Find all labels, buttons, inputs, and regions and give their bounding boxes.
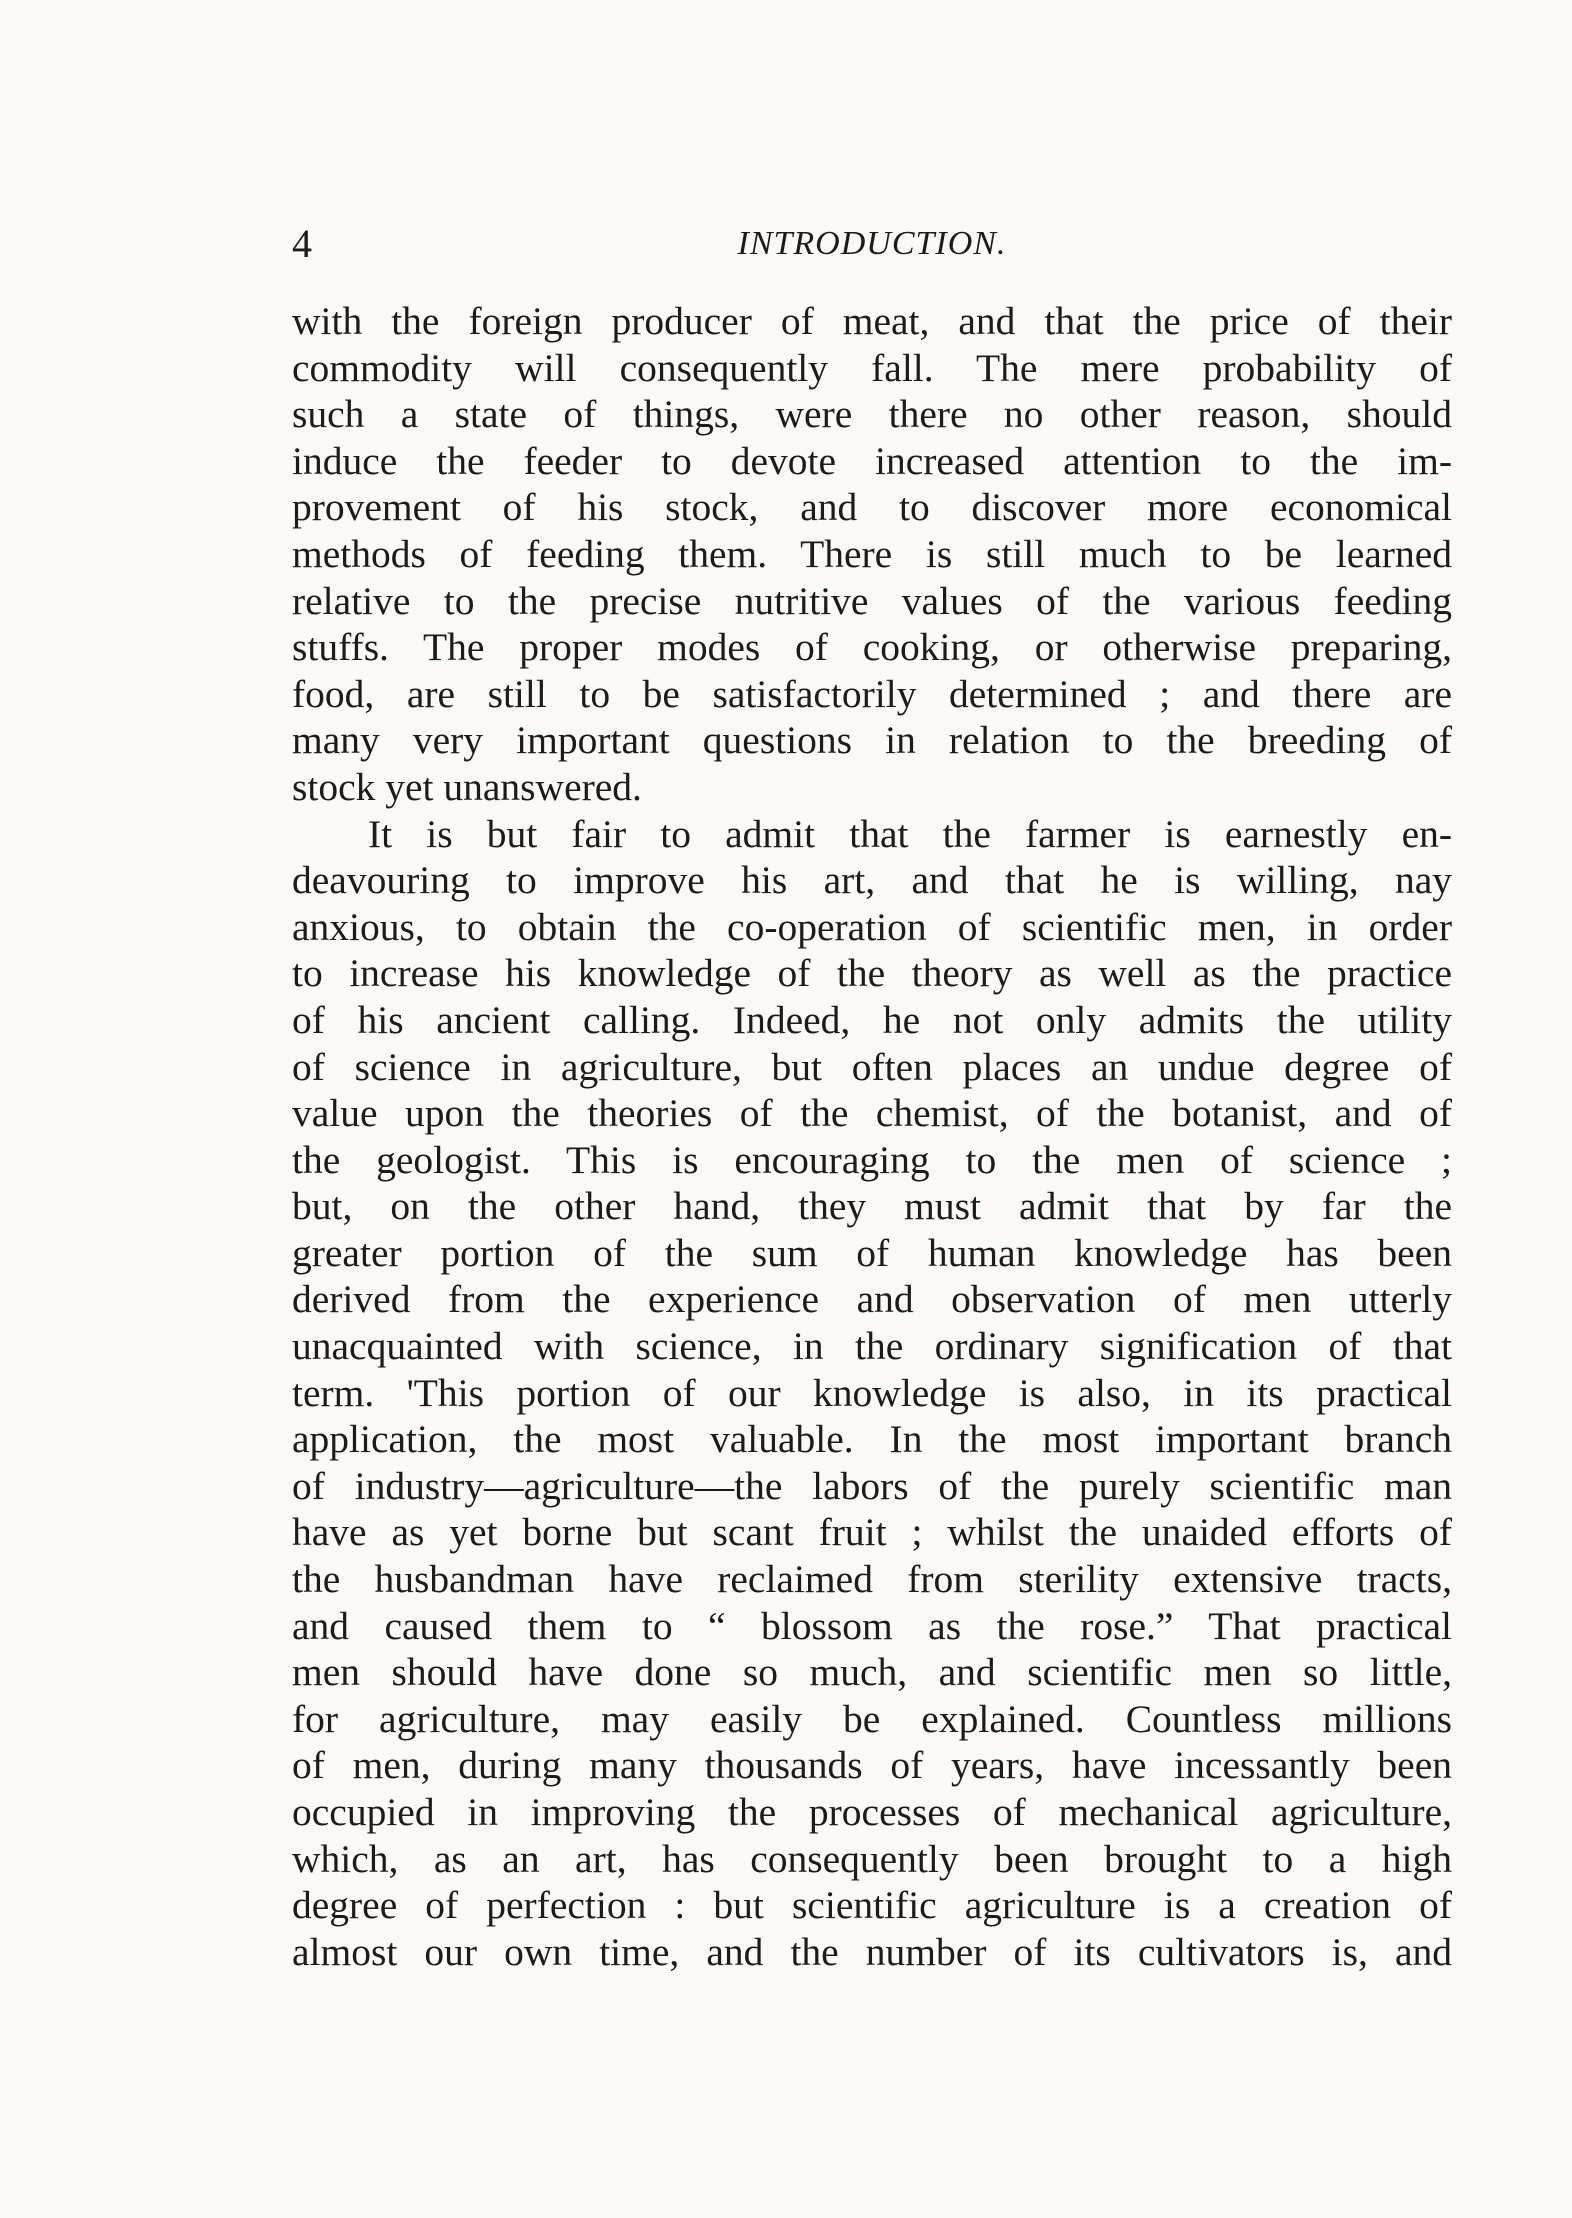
text-line: which, as an art, has consequently been brought to a high [292,1836,1452,1881]
text-line: have as yet borne but scant fruit ; whilst the unaided efforts of [292,1510,1452,1555]
text-line: of science in agriculture, but often places an undue degree of [292,1044,1452,1089]
text-line: degree of perfection : but scientific agriculture is a creation of [292,1883,1452,1928]
page-number: 4 [292,221,312,266]
text-line: commodity will consequently fall. The mere probability of [292,345,1452,390]
text-line: deavouring to improve his art, and that he is willing, nay [292,858,1452,903]
text-line: the geologist. This is encouraging to the men of science ; [292,1137,1452,1182]
text-line: and caused them to “ blossom as the rose.” That practical [292,1603,1452,1648]
text-line: food, are still to be satisfactorily determined ; and there are [292,671,1452,716]
text-line: to increase his knowledge of the theory as well as the practice [292,951,1452,996]
body-text [292,298,1452,1975]
text-line: stock yet unanswered. [292,764,642,809]
text-line: with the foreign producer of meat, and that the price of their [292,299,1452,343]
text-line: term. 'This portion of our knowledge is also, in its practical [292,1370,1452,1415]
text-line: for agriculture, may easily be explained. Countless millions [292,1696,1452,1741]
paragraph-2 [292,811,1452,1976]
paragraph-1 [292,298,1452,811]
text-line: methods of feeding them. There is still much to be learned [292,531,1452,576]
text-line: anxious, to obtain the co-operation of scientific men, in order [292,904,1452,949]
text-line: many very important questions in relation to the breeding of [292,718,1452,763]
text-line: occupied in improving the processes of mechanical agriculture, [292,1790,1452,1834]
text-line: such a state of things, were there no other reason, should [292,392,1452,437]
text-line: value upon the theories of the chemist, of the botanist, and of [292,1091,1452,1136]
page-header [292,214,1452,274]
text-line: almost our own time, and the number of its cultivators is, and [292,1929,1452,1974]
text-line: greater portion of the sum of human knowledge has been [292,1230,1452,1275]
running-head: INTRODUCTION. [737,225,1007,262]
text-line: application, the most valuable. In the most important branch [292,1417,1452,1462]
text-line: of industry—agriculture—the labors of the purely scientific man [292,1463,1452,1508]
text-line: It is but fair to admit that the farmer is earnestly en- [368,811,1452,856]
text-line: of his ancient calling. Indeed, he not only admits the utility [292,997,1452,1042]
text-line: relative to the precise nutritive values of the various feeding [292,578,1452,623]
text-line: unacquainted with science, in the ordinary signification of that [292,1324,1452,1369]
text-line: men should have done so much, and scientific men so little, [292,1650,1452,1695]
text-line: of men, during many thousands of years, have incessantly been [292,1743,1452,1788]
text-line: but, on the other hand, they must admit that by far the [292,1184,1452,1229]
text-line: derived from the experience and observation of men utterly [292,1277,1452,1322]
text-line: stuffs. The proper modes of cooking, or otherwise preparing, [292,625,1452,670]
text-line: the husbandman have reclaimed from sterility extensive tracts, [292,1557,1452,1602]
text-line: provement of his stock, and to discover more economical [292,485,1452,530]
text-line: induce the feeder to devote increased attention to the im- [292,438,1452,483]
